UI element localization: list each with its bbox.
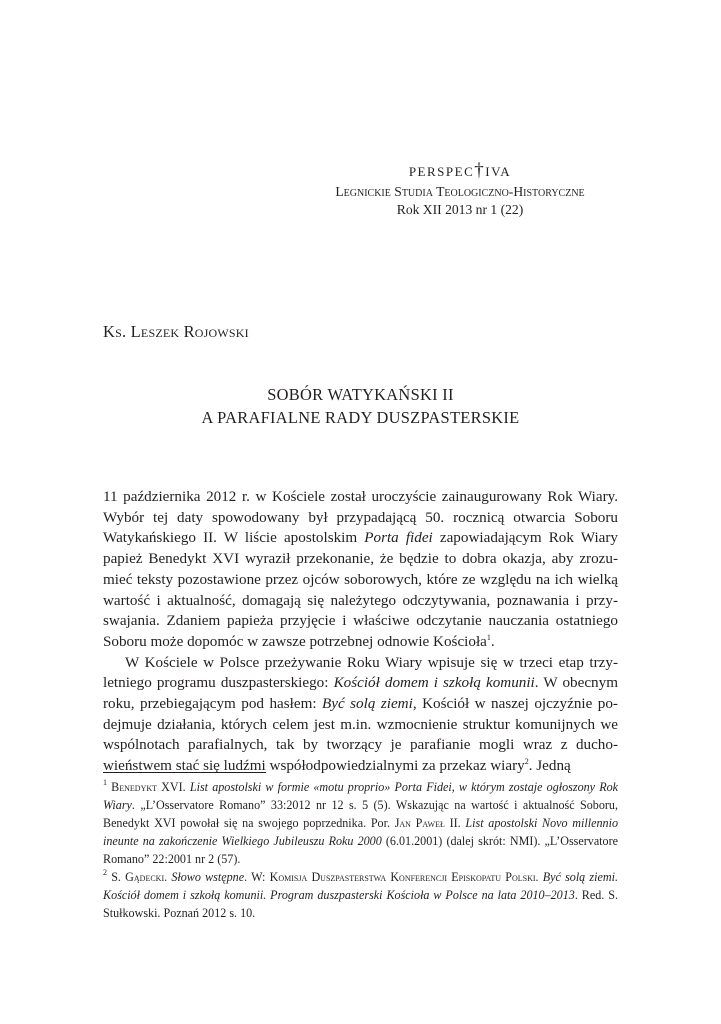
article-author: Ks. Leszek Rojowski bbox=[103, 322, 249, 341]
footnote-text-run: . bbox=[535, 870, 543, 884]
body-italic-run: Kościół domem i szkołą komunii bbox=[333, 674, 535, 692]
article-title-line-2: A PARAFIALNE RADY DUSZPASTERSKIE bbox=[201, 408, 520, 427]
footnote-italic-run: List apostolski w formie «motu proprio» Porta Fidei, w którym zostaje ogłoszony Rok Wiary bbox=[103, 780, 619, 812]
footnote-text-run: . bbox=[457, 816, 466, 830]
body-italic-run: Porta fidei bbox=[364, 529, 433, 547]
body-text-run: . bbox=[490, 632, 495, 650]
footnote-text-run: . Red. S. Stułkowski. Poznań 2012 s. 10. bbox=[103, 888, 618, 920]
footnote-separator bbox=[103, 772, 266, 773]
journal-header bbox=[300, 160, 620, 219]
journal-issue: Rok XII 2013 nr 1 (22) bbox=[396, 202, 524, 217]
body-text-run: . W obecnym roku, przebiegającym pod hasłem: bbox=[103, 674, 618, 713]
footnote-text-run: . „L’Osservatore Romano” 33:2012 nr 12 s. 5 (5). Wskazując na wartość i aktualność Soboru, Benedykt XVI powołał się na swojego poprzednika. Por. bbox=[103, 798, 618, 830]
footnote-text-run: . W: bbox=[244, 870, 270, 884]
body-text-run: 11 października 2012 r. w Kościele został uroczyście zainaugurowany Rok Wiary. Wybór tej daty spowodowany był przypadającą 50. rocznicą otwarcia Soboru Watykańskiego II. W liście apostolskim bbox=[103, 488, 618, 547]
journal-logo: perspec†iva bbox=[408, 160, 512, 181]
article-title bbox=[103, 383, 618, 429]
journal-subtitle: Legnickie Studia Teologiczno-Historyczne bbox=[335, 184, 585, 199]
footnote-number: 2 bbox=[103, 868, 107, 877]
footnote-text-run: . bbox=[164, 870, 172, 884]
footnote-text-run: . bbox=[182, 780, 190, 794]
footnote-2 bbox=[103, 868, 618, 922]
body-paragraph-1 bbox=[103, 487, 618, 653]
article-title-line-1: SOBÓR WATYKAŃSKI II bbox=[267, 385, 454, 404]
body-paragraph-2 bbox=[103, 653, 618, 777]
footnote-ref-2[interactable]: 2 bbox=[524, 757, 529, 767]
footnote-italic-run: List apostolski Novo millennio ineunte na zakończenie Wielkiego Jubileuszu Roku 2000 bbox=[103, 816, 618, 848]
footnote-author: Jan Paweł II bbox=[394, 816, 458, 830]
footnote-number: 1 bbox=[103, 778, 107, 787]
footnote-author: S. Gądecki bbox=[111, 870, 165, 884]
footnote-text-run: (6.01.2001) (dalej skrót: NMI). „L’Osservatore Romano” 22:2001 nr 2 (57). bbox=[103, 834, 618, 866]
body-text-run: . Jedną bbox=[528, 757, 571, 775]
footnote-ref-1[interactable]: 1 bbox=[486, 632, 491, 642]
footnote-italic-run: Słowo wstępne bbox=[171, 870, 245, 884]
article-body bbox=[103, 487, 618, 777]
body-italic-run: Być solą ziemi bbox=[322, 695, 413, 713]
footnote-1 bbox=[103, 778, 618, 868]
footnote-author: Komisja Duszpasterstwa Konferencji Episkopatu Polski bbox=[269, 870, 536, 884]
body-text-run: zapowiadającym Rok Wiary papież Benedykt XVI wyraził przekonanie, że będzie to dobra okazja, aby zrozumieć teksty pozostawione przez ojców soborowych, które ze względu na ich wielką wartość i aktualność, domagają się należytego odczytywania, poznawania i przyswajania. Zdaniem papieża przyjęcie i właściwe odczytanie nauczania ostatniego Soboru może dopomóc w zawsze potrzebnej odnowie Kościoła bbox=[103, 529, 618, 650]
body-text-run: , Kościół w naszej ojczyźnie podejmuje działania, których celem jest m.in. wzmocnienie struktur komunijnych we wspólnotach parafialnych, tak by tworzący je parafianie mogli wraz z duchowieństwem stać się ludźmi współodpowiedzialnymi za przekaz wiary bbox=[103, 695, 618, 775]
footnotes bbox=[103, 778, 618, 922]
footnote-italic-run: Być solą ziemi. Kościół domem i szkołą komunii. Program duszpasterski Kościoła w Polsce na lata 2010–2013 bbox=[103, 870, 618, 902]
footnote-author: Benedykt XVI bbox=[111, 780, 183, 794]
body-text-run: W Kościele w Polsce przeżywanie Roku Wiary wpisuje się w trzeci etap trzyletniego programu duszpasterskiego: bbox=[103, 653, 618, 692]
